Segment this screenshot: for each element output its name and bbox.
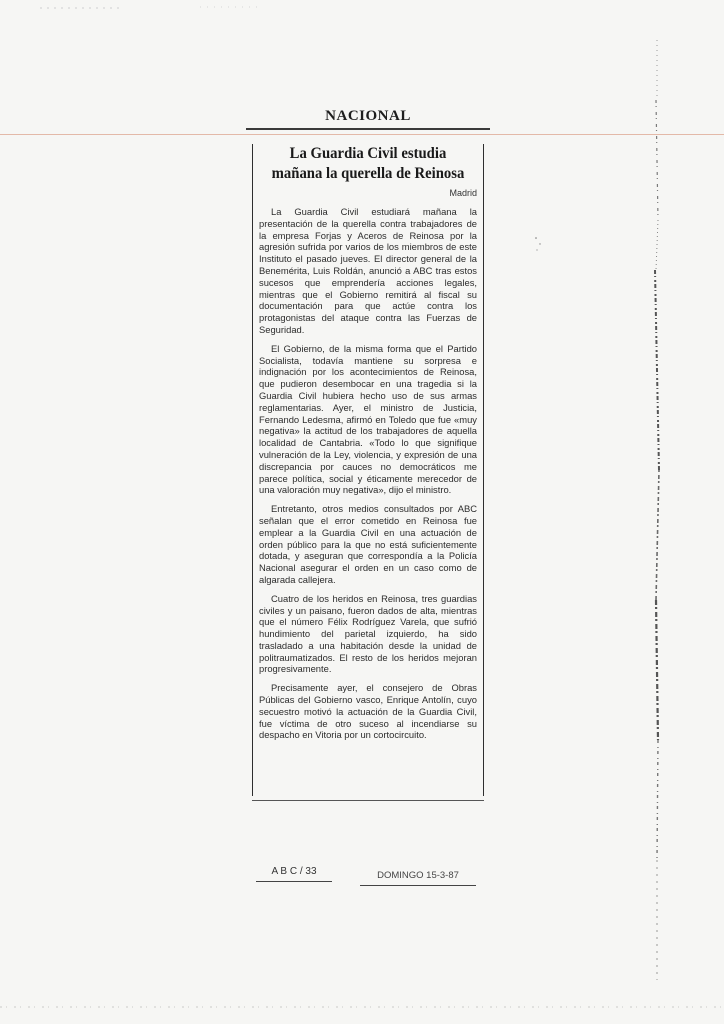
page-number: A B C / 33: [256, 866, 332, 882]
article-column: [252, 144, 484, 796]
article-paragraph: El Gobierno, de la misma forma que el Partido Socialista, todavía mantiene su sorpresa e indignación por los acontecimientos de Reinosa, que pudieron desembocar en una tragedia si la Guardia Civil hubiera hecho uso de sus armas reglamentarias. Ayer, el ministro de Justicia, Fernando Ledesma, afirmó en Toledo que fue «muy negativa» la actitud de los trabajadores de aquella localidad de Cantabria. «Todo lo que signifique vulneración de la Ley, violencia, y expresión de una discrepancia por cauces no democráticos me parece política, social y éticamente merecedor de una valoración muy negativa», dijo el ministro.: [259, 342, 477, 496]
article-paragraph: Precisamente ayer, el consejero de Obras Públicas del Gobierno vasco, Enrique Antolín, cuyo secuestro motivó la actuación de la Guardia Civil, fue víctima de otro suceso al incendiarse su despacho en Vitoria por un cortocircuito.: [259, 682, 477, 741]
article-paragraph: Entretanto, otros medios consultados por ABC señalan que el error cometido en Reinosa fue emplear a la Guardia Civil en una actuación de orden público para la que no está suficientemente dotada, y aseguran que correspondía a la Policía Nacional asegurar el orden en un caso como de algarada callejera.: [259, 503, 477, 585]
headline-line-1: La Guardia Civil estudia: [289, 145, 447, 162]
scan-specks: [530, 230, 550, 260]
issue-date: DOMINGO 15-3-87: [360, 870, 476, 886]
scan-top-edge: [0, 0, 724, 8]
article-paragraph: La Guardia Civil estudiará mañana la presentación de la querella contra trabajadores de la empresa Forjas y Aceros de Reinosa por la agresión sufrida por varios de los miembros de este Instituto el pasado jueves. El director general de la Benemérita, Luis Roldán, anunció a ABC tras estos sucesos que emprendería acciones legales, mientras que el Gobierno remitirá al fiscal su documentación para que actúe contra los protagonistas del ataque contra las Fuerzas de Seguridad.: [259, 206, 477, 335]
headline-line-2: mañana la querella de Reinosa: [271, 165, 465, 182]
section-title: NACIONAL: [246, 108, 490, 130]
article-bottom-rule: [252, 800, 484, 801]
article-dateline: Madrid: [449, 188, 477, 198]
article-headline: [268, 144, 469, 184]
scan-bottom-edge: [0, 1000, 724, 1012]
article-paragraph: Cuatro de los heridos en Reinosa, tres guardias civiles y un paisano, fueron dados de alta, mientras que el número Félix Rodríguez Varela, que sufrió hundimiento del parietal izquierdo, ha sido trasladado a una habitación desde la unidad de politraumatizados. El resto de los heridos mejoran progresivamente.: [259, 592, 477, 675]
scan-fold-line: [0, 134, 724, 135]
scan-right-edge-artifact: [650, 40, 664, 980]
